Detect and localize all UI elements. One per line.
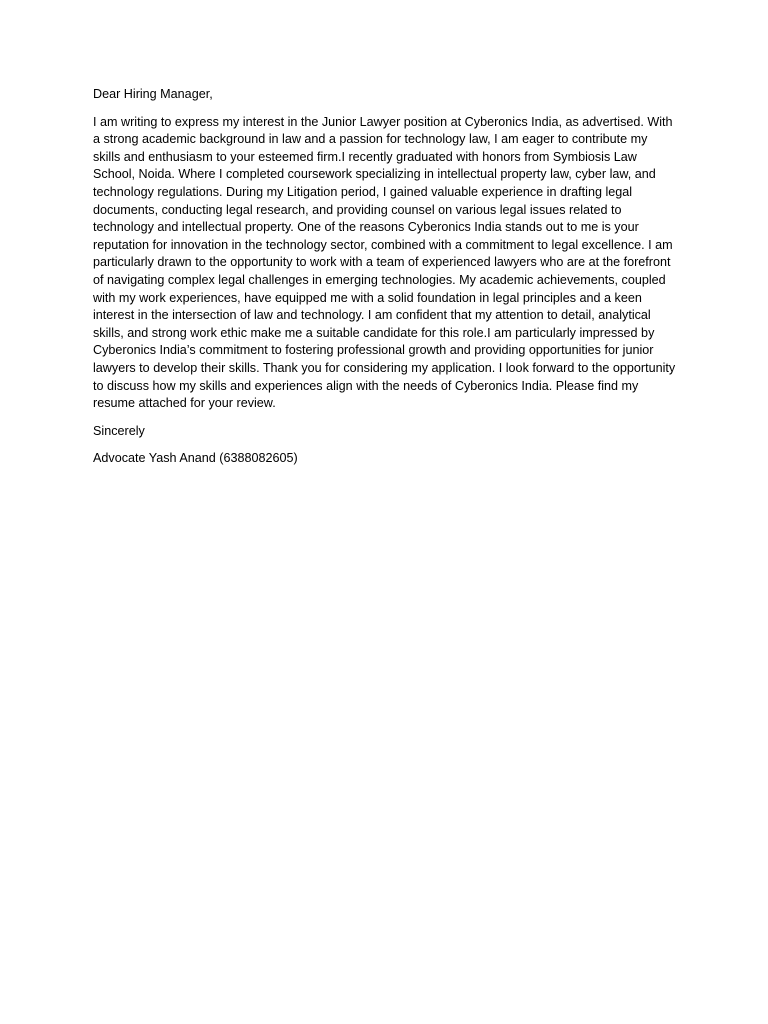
letter-body: I am writing to express my interest in the Junior Lawyer position at Cyberonics India, as advertised. With a strong academic background in law and a passion for technology law, I am eager to contribute my skills and enthusiasm to your esteemed firm.I recently graduated with honors from Symbiosis Law School, Noida. Where I completed coursework specializing in intellectual property law, cyber law, and technology regulations. During my Litigation period, I gained valuable experience in drafting legal documents, conducting legal research, and providing counsel on various legal issues related to technology and intellectual property. One of the reasons Cyberonics India stands out to me is your reputation for innovation in the technology sector, combined with a commitment to legal excellence. I am particularly drawn to the opportunity to work with a team of experienced lawyers who are at the forefront of navigating complex legal challenges in emerging technologies. My academic achievements, coupled with my work experiences, have equipped me with a solid foundation in legal principles and a keen interest in the intersection of law and technology. I am confident that my attention to detail, analytical skills, and strong work ethic make me a suitable candidate for this role.I am particularly impressed by Cyberonics India’s commitment to fostering professional growth and providing opportunities for junior lawyers to develop their skills. Thank you for considering my application. I look forward to the opportunity to discuss how my skills and experiences align with the needs of Cyberonics India. Please find my resume attached for your review. — [93, 114, 676, 411]
signature: Advocate Yash Anand (6388082605) — [93, 451, 298, 466]
salutation: Dear Hiring Manager, — [93, 87, 213, 101]
cover-letter — [93, 86, 677, 478]
closing: Sincerely — [93, 423, 145, 438]
